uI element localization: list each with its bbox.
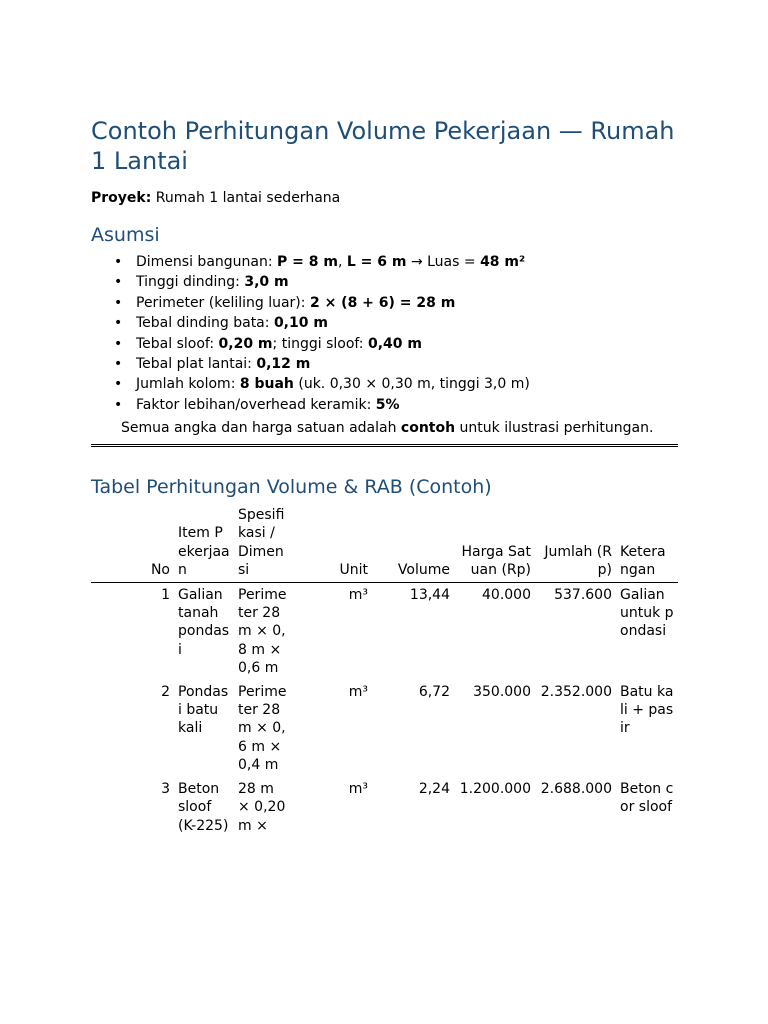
cell-remarks: Beton cor sloof [620, 781, 674, 816]
assumption-item [136, 395, 678, 415]
project-line [91, 188, 678, 208]
text-run: untuk ilustrasi perhitungan. [455, 420, 654, 437]
text-run: Tebal dinding bata: [136, 315, 274, 332]
project-label: Proyek: [91, 190, 152, 206]
cell-no: 3 [161, 781, 170, 798]
text-run: Jumlah kolom: [136, 376, 240, 393]
assumption-item [136, 293, 678, 313]
assumption-item [136, 252, 678, 272]
cell-unit: m³ [348, 781, 368, 798]
table-heading: Tabel Perhitungan Volume & RAB (Contoh) [91, 476, 492, 499]
text-run: Dimensi bangunan: [136, 254, 278, 270]
cell-unit-price: 1.200.000 [459, 781, 531, 798]
column-header-item: Item Pekerjaan [174, 506, 234, 582]
cell-remarks: Batu kali + pasir [620, 684, 674, 737]
cell-volume: 2,24 [418, 781, 450, 798]
assumption-item [136, 354, 678, 374]
bold-text: 0,20 m [218, 335, 273, 352]
bold-text: 48 m² [480, 254, 526, 270]
bold-text: P = 8 m [277, 254, 338, 270]
column-header-amount: Jumlah (Rp) [535, 506, 616, 582]
cell-volume: 6,72 [418, 684, 450, 701]
cell-volume: 13,44 [409, 587, 450, 604]
cell-unit-price: 40.000 [482, 587, 531, 604]
cell-unit-price: 350.000 [473, 684, 531, 701]
bold-text: 0,40 m [367, 335, 422, 352]
cell-item: Pondasi batu kali [178, 684, 229, 737]
column-header-unit: Unit [294, 506, 372, 582]
text-run: Semua angka dan harga satuan adalah [121, 420, 401, 437]
cell-amount: 537.600 [554, 587, 612, 604]
table-body [91, 583, 678, 838]
column-header-volume: Volume [372, 506, 454, 582]
text-run: Tebal plat lantai: [136, 356, 257, 373]
column-header-no: No [91, 506, 174, 582]
table-row [91, 680, 678, 777]
cell-amount: 2.352.000 [540, 684, 612, 701]
text-run: , [337, 254, 347, 270]
assumptions-list [91, 252, 678, 415]
column-header-remarks: Keterangan [616, 506, 678, 582]
text-run: Tebal sloof: [136, 335, 219, 352]
cell-amount: 2.688.000 [540, 781, 612, 798]
bold-text: 0,10 m [273, 315, 328, 332]
assumption-item [136, 334, 678, 354]
assumptions-heading: Asumsi [91, 224, 160, 246]
cell-spec: Perimeter 28 m × 0,6 m × 0,4 m [238, 684, 287, 773]
document-page [91, 116, 678, 838]
cell-unit: m³ [348, 684, 368, 701]
cell-no: 1 [161, 587, 170, 604]
cell-spec: 28 m × 0,20 m × [238, 781, 286, 834]
table-row [91, 583, 678, 681]
cell-remarks: Galian untuk pondasi [620, 587, 674, 640]
column-header-spec: Spesifikasi / Dimensi [234, 506, 294, 582]
cell-item: Beton sloof (K-225) [178, 781, 229, 834]
text-run: Faktor lebihan/overhead keramik: [136, 396, 376, 413]
bold-text: 3,0 m [244, 274, 289, 291]
cell-no: 2 [161, 684, 170, 701]
text-run: Perimeter (keliling luar): [136, 294, 310, 311]
text-run: ; tinggi sloof: [272, 335, 368, 352]
assumption-item [136, 313, 678, 333]
volume-table [91, 506, 678, 837]
bold-text: 2 × (8 + 6) = 28 m [309, 294, 456, 311]
table-header-row [91, 506, 678, 582]
assumption-item [136, 374, 678, 394]
bold-text: 5% [375, 396, 400, 413]
assumption-item [136, 272, 678, 292]
horizontal-rule [91, 444, 678, 447]
cell-unit: m³ [348, 587, 368, 604]
bold-text: contoh [400, 420, 456, 437]
cell-spec: Perimeter 28 m × 0,8 m × 0,6 m [238, 587, 287, 676]
column-header-unit-price: Harga Satuan (Rp) [454, 506, 535, 582]
table-row [91, 777, 678, 838]
text-run: (uk. 0,30 × 0,30 m, tinggi 3,0 m) [293, 376, 530, 393]
page-title: Contoh Perhitungan Volume Pekerjaan — Rumah 1 Lantai [91, 117, 675, 175]
note-text [121, 419, 678, 437]
text-run: Tinggi dinding: [136, 274, 245, 291]
project-value: Rumah 1 lantai sederhana [151, 190, 341, 206]
bold-text: 0,12 m [256, 356, 311, 373]
text-run: → Luas = [406, 254, 481, 270]
cell-item: Galian tanah pondasi [178, 587, 230, 658]
bold-text: L = 6 m [346, 254, 407, 270]
bold-text: 8 buah [239, 376, 294, 393]
